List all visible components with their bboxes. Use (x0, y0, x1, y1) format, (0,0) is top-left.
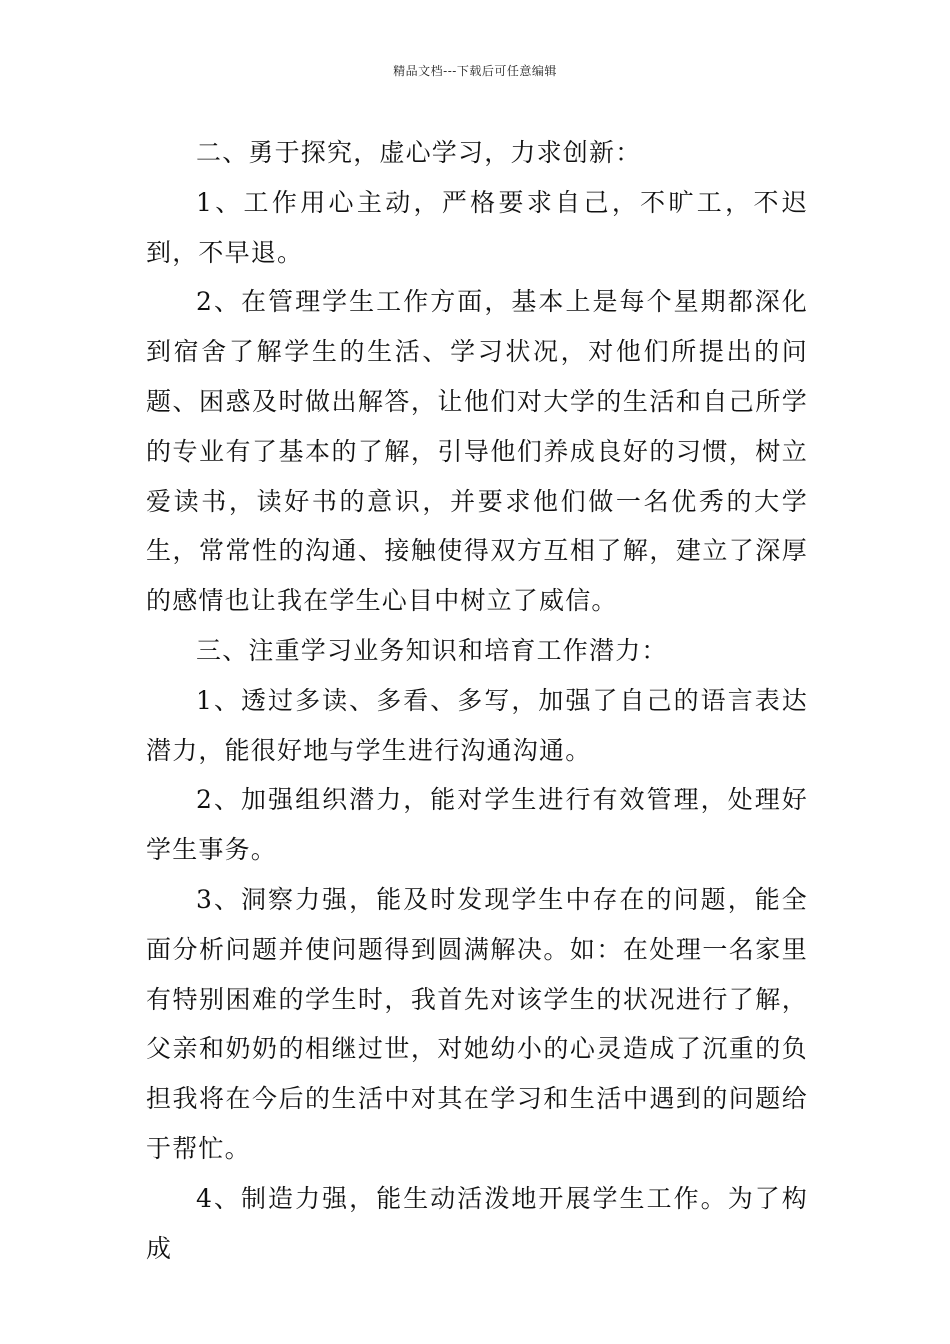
paragraph-item-3: 3、洞察力强，能及时发现学生中存在的问题，能全面分析问题并使问题得到圆满解决。如：在处理一名家里有特别困难的学生时，我首先对该学生的状况进行了解，父亲和奶奶的相继过世，对她幼小的心灵造成了沉重的负担我将在今后的生活中对其在学习和生活中遇到的问题给于帮忙。 (146, 884, 808, 1163)
paragraph-item-1b: 1、透过多读、多看、多写，加强了自己的语言表达潜力，能很好地与学生进行沟通沟通。 (146, 685, 808, 765)
document-body (146, 128, 808, 1273)
section-heading-2: 二、勇于探究，虚心学习，力求创新： (196, 138, 642, 167)
section-heading-3: 三、注重学习业务知识和培育工作潜力： (196, 635, 668, 665)
paragraph-item-4: 4、制造力强，能生动活泼地开展学生工作。为了构成 (146, 1183, 808, 1263)
paragraph-item-2: 2、在管理学生工作方面，基本上是每个星期都深化到宿舍了解学生的生活、学习状况，对他们所提出的问题、困惑及时做出解答，让他们对大学的生活和自己所学的专业有了基本的了解，引导他们养成良好的习惯，树立爱读书，读好书的意识，并要求他们做一名优秀的大学生，常常性的沟通、接触使得双方互相了解，建立了深厚的感情也让我在学生心目中树立了威信。 (146, 287, 808, 616)
paragraph-item-1: 1、工作用心主动，严格要求自己，不旷工，不迟到，不早退。 (146, 187, 808, 267)
paragraph-item-2b: 2、加强组织潜力，能对学生进行有效管理，处理好学生事务。 (146, 785, 808, 865)
page-header: 精品文档---下载后可任意编辑 (393, 64, 557, 78)
